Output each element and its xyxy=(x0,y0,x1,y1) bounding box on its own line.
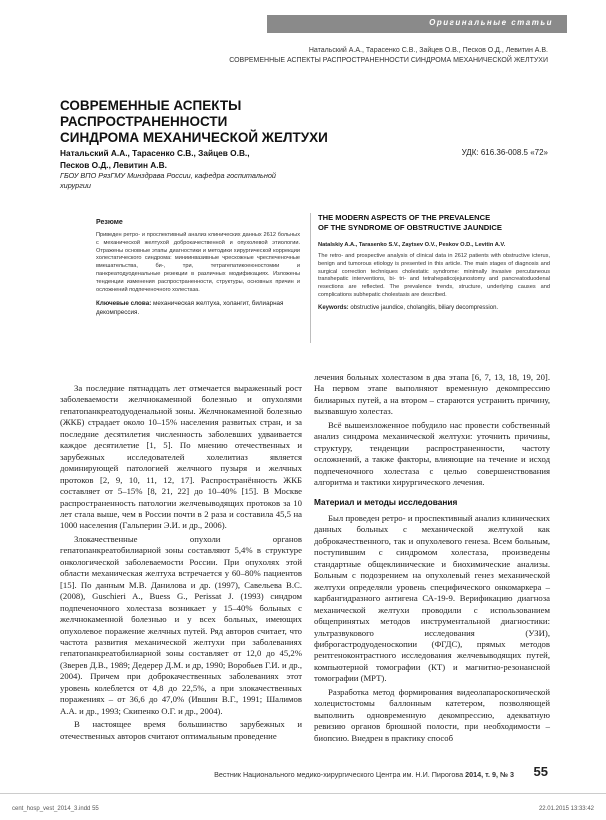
abstract-en xyxy=(318,213,550,311)
running-authors: Натальский А.А., Тарасенко С.В., Зайцев О.В., Песков О.Д., Левитин А.В. xyxy=(308,47,548,54)
running-title: СОВРЕМЕННЫЕ АСПЕКТЫ РАСПРОСТРАНЕННОСТИ СИНДРОМА МЕХАНИЧЕСКОЙ ЖЕЛТУХИ xyxy=(229,57,548,64)
keywords-en xyxy=(318,305,550,311)
running-header xyxy=(229,46,548,66)
journal-name: Вестник Национального медико-хирургического Центра им. Н.И. Пирогова xyxy=(214,770,464,779)
page-number: 55 xyxy=(533,764,548,779)
paragraph: лечения больных холестазом в два этапа [6, 7, 13, 18, 19, 20]. На первом этапе выполняют временную декомпрессию билиарных путей, а на втором – стараются устранить причину, вызвавшую холестаз. xyxy=(314,372,550,417)
keywords-ru-label: Ключевые слова: xyxy=(96,300,152,308)
abstract-ru-text: Приведен ретро- и проспективный анализ клинических данных 2612 больных с механической желтухой доброкачественной и опухолевой этиологии. Отражены основные этапы диагностики и методики хирургической коррекции холестатического синдрома: миниинвазивные чрескожные чреспеченочные вмешательства, би-, три, тетрагепатикоеюностомии и панкреатодуоденальные резекции в различных модификациях. Изложены тенденции изменения распространенности, структуры, основных причин и осложнений подпеченочного холестаза. xyxy=(96,232,300,293)
print-slug-date: 22.01.2015 13:33:42 xyxy=(538,806,594,812)
title-line-2: СИНДРОМА МЕХАНИЧЕСКОЙ ЖЕЛТУХИ xyxy=(60,130,328,145)
body-column-right xyxy=(314,372,550,746)
paragraph: В настоящее время большинство зарубежных и отечественных авторов считают оптимальным проведение xyxy=(60,719,302,741)
affiliation xyxy=(60,171,300,191)
abstract-en-title-line-2: OF THE SYNDROME OF OBSTRUCTIVE JAUNDICE xyxy=(318,223,502,232)
paragraph: Злокачественные опухоли органов гепатопанкреатобилиарной зоны составляют 5,4% в структуре онкологической заболеваемости России. При опухолях этой области механическая желтуха встречается у 60–80% пациентов [15]. По данным М.В. Данилова и др. (1997), Савельева В.С. (2008), Guschieri A., Buess G., Perissat J. (1993) синдром подпеченочного холестаза возникает у 15–40% больных с желчнокаменной болезнью и у всех больных, имеющих опухолевое поражение желчных путей. Ряд авторов считает, что частота развития механической желтухи при заболеваниях гепатопанкреатобилиарной зоны составляет от 12,0 до 45,2% (Зверев Д.В., 1989; Дедерер Д.М. и др, 1990; Воробьев Г.И. и др., 2004). Причем при доброкачественных заболеваниях этот уровень колеблется от 4,8 до 22,5%, а при злокачественных поражениях – от 36,6 до 47,0% (Ившин В.Г., 1991; Шалимов А.А. и др., 1993; Скипенко О.Г. и др., 2004). xyxy=(60,533,302,716)
keywords-ru-text: механическая желтуха, холангит, билиарная декомпрессия. xyxy=(96,300,284,316)
abstract-ru xyxy=(60,213,311,343)
slug-divider xyxy=(0,793,606,794)
section-label: Оригинальные статьи xyxy=(429,18,553,27)
print-slug-file: cent_hosp_vest_2014_3.indd 55 xyxy=(12,806,99,812)
paragraph: Был проведен ретро- и проспективный анализ клинических данных больных с механической желтухой как доброкачественного, так и опухолевого генеза. Всем больным, поступившим с синдромом холестаза, произведены стандартные общеклинические и биохимические анализы. Больным с подозрением на опухолевый генез механической желтухи определяли уровень специфического онкомаркера – карбангидразного антигена СА-19-9. Верификацию диагноза механической желтухи проводили с использованием общепринятых методов инструментальной диагностики: ультразвукового исследования (УЗИ), фиброгастродуоденоскопии (ФГДС), прямых методов рентгеноконтрастного исследования желчевыводящих путей, компьютерной томографии (КТ) и магнитно-резонансной томографии (МРТ). xyxy=(314,512,550,684)
paragraph: Всё вышеизложенное побудило нас провести собственный анализ синдрома механической желтухи: уточнить причины, структуру, тенденции распространенности, частоту осложнений, а также факторы, влияющие на течение и исход подпеченочного холестаза с целью совершенствования алгоритма и тактики хирургического лечения. xyxy=(314,419,550,488)
authors xyxy=(60,148,320,171)
article-title xyxy=(60,98,400,146)
paragraph: За последние пятнадцать лет отмечается выраженный рост заболеваемости желчнокаменной болезнью и опухолями гепатопанкреатодуоденальной зоны. Желчнокаменной болезнью (ЖКБ) страдает около 10–15% населения развитых стран, и за последние десятилетия численность заболевших удваивается каждое десятилетие [1, 5]. По мнению отечественных и зарубежных исследователей холелитиаз является доминирующей патологией желчного пузыря и желчных протоков [2, 9, 10, 11, 12, 17]. Распространённость ЖКБ составляет от 5–15% [8, 21, 22] до 10–40% [15]. В Москве распространенность патологии желчевыводящих протоков за 10 лет стала выше, чем в России почти в 2 раза и составила 45,5 на 1000 населения (Гальперин Э.И. и др., 2006). xyxy=(60,383,302,531)
paragraph: Разработка метод формирования видеолапароскопической холецистостомы баллонным катетером, позволяющей выполнить одновременную декомпрессию, адекватную ревизию органов брюшной полости, при необходимости – биопсию. Внедрен в практику способ xyxy=(314,686,550,743)
udk-code: УДК: 616.36-008.5 «72» xyxy=(461,148,548,157)
abstract-en-text: The retro- and prospective analysis of clinical data in 2612 patients with obstructive icterus, benign and tumorous etiology is presented in this article. The main stages of diagnosis and surgical correction techniques cholestatic syndrome: minimally invasive percutaneous transhepatic interventions, bi- tri- and tetrahepaticojejunostomy and pancreatoduodenal resections are reflected. The prevalence trends, structure, underlying causes and complications subhepatic cholestasis are described. xyxy=(318,253,550,298)
abstract-en-title xyxy=(318,213,550,233)
keywords-ru xyxy=(96,300,300,317)
title-line-1: СОВРЕМЕННЫЕ АСПЕКТЫ РАСПРОСТРАНЕННОСТИ xyxy=(60,98,242,129)
affiliation-line-1: ГБОУ ВПО РязГМУ Минздрава России, кафедра госпитальной xyxy=(60,171,276,180)
journal-footer xyxy=(214,770,514,779)
authors-line-1: Натальский А.А., Тарасенко С.В., Зайцев О.В., xyxy=(60,148,250,158)
keywords-en-text: obstructive jaundice, cholangitis, biliary decompression. xyxy=(350,304,499,311)
abstract-en-authors: Natalskiy A.A., Tarasenko S.V., Zaytsev O.V., Peskov O.D., Levitin A.V. xyxy=(318,242,506,248)
section-label-band xyxy=(267,15,567,33)
journal-issue: 2014, т. 9, № 3 xyxy=(465,770,514,779)
section-heading: Материал и методы исследования xyxy=(314,496,458,507)
affiliation-line-2: хирургии xyxy=(60,181,91,190)
body-column-left xyxy=(60,383,302,744)
authors-line-2: Песков О.Д., Левитин А.В. xyxy=(60,159,167,170)
abstract-ru-label: Резюме xyxy=(96,219,123,226)
abstract-en-title-line-1: THE MODERN ASPECTS OF THE PREVALENCE xyxy=(318,213,491,222)
keywords-en-label: Keywords: xyxy=(318,304,349,311)
